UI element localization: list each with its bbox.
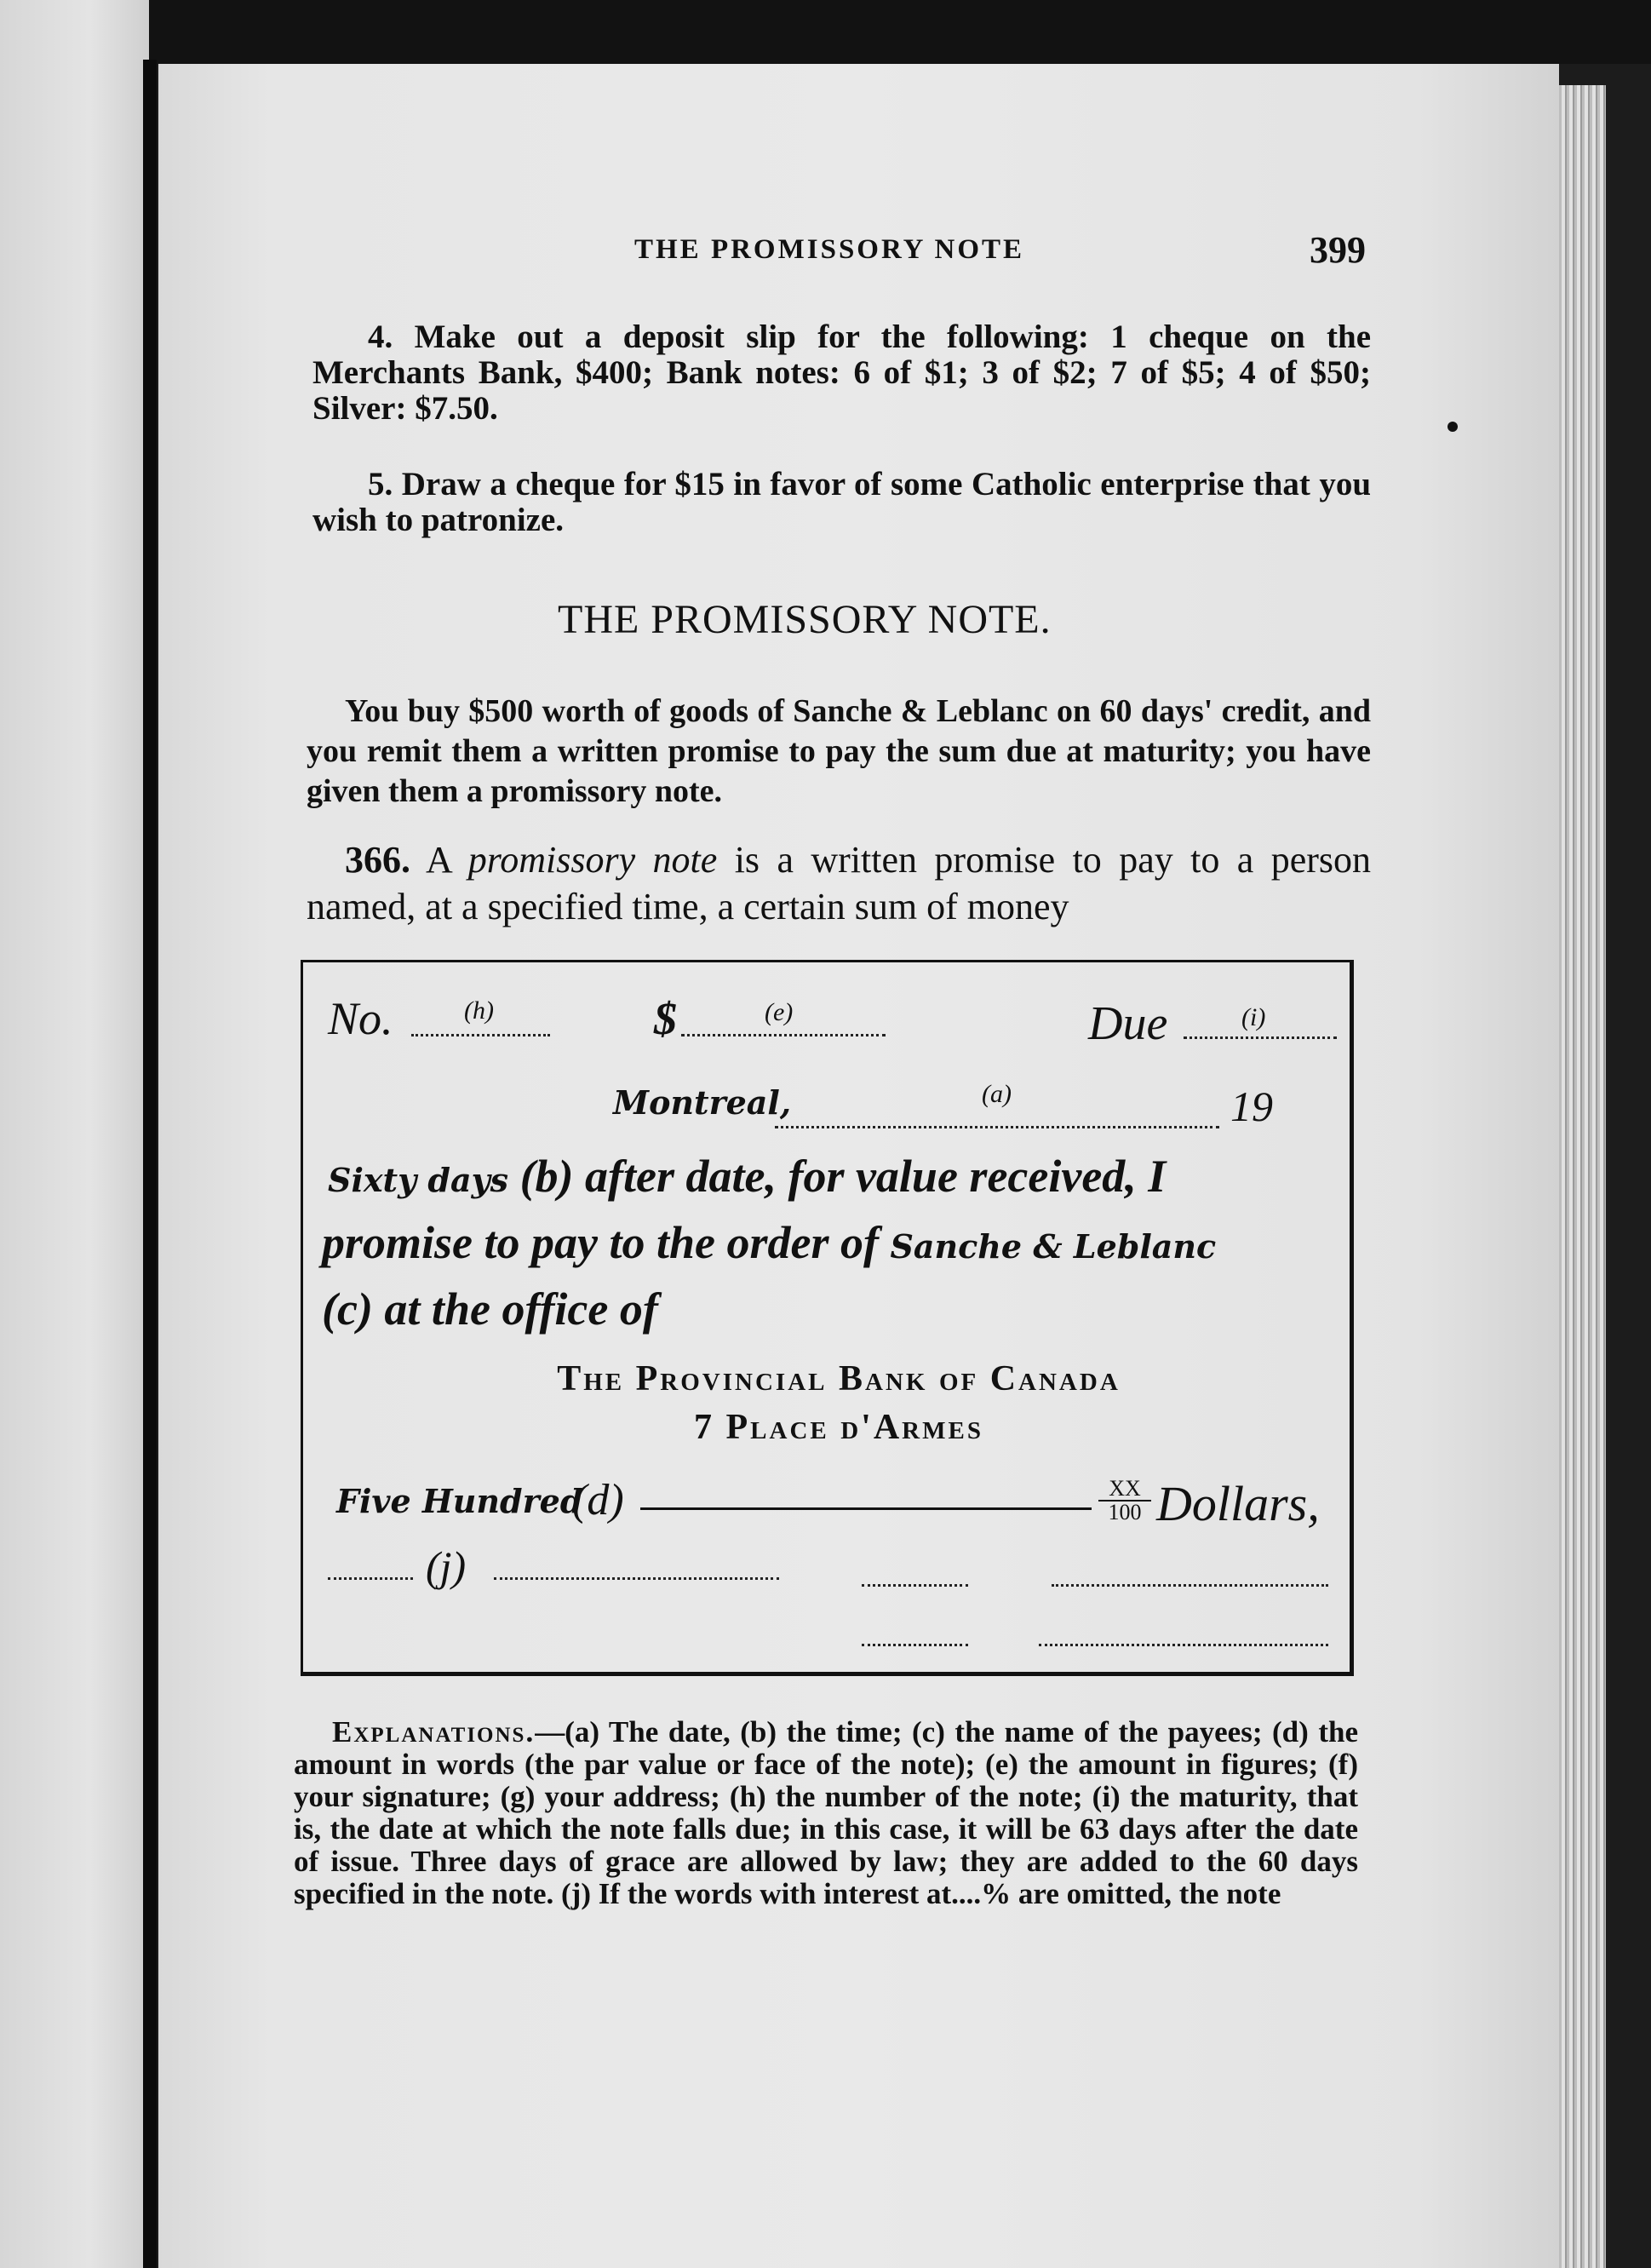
defined-term: promissory note (467, 839, 718, 881)
explanations-text: —(a) The date, (b) the time; (c) the name of the payees; (d) the amount in words (the par value or face of the note); (e) the amount in figures; (f) your signature; (g) your address; (h) the number of the note; (i) the maturity, that is, the date at which the note falls due; in this case, it will be 63 days after the date of issue. Three days of grace are allowed by law; they are added to the 60 days specified in the note. (j) If the words with interest at....% are omitted, the note (294, 1715, 1358, 1910)
definition-paragraph (307, 836, 1371, 930)
exercise-number: 4. (368, 319, 393, 355)
dollars-word: Dollars, (1156, 1476, 1320, 1531)
scan-top-border (0, 0, 1651, 64)
exercise-5 (312, 467, 1371, 538)
explanations-paragraph (294, 1716, 1358, 1910)
note-line-1 (328, 1150, 1350, 1203)
section-title: THE PROMISSORY NOTE. (558, 597, 1052, 642)
place-handwritten: Montreal, (613, 1083, 792, 1122)
due-label: Due (1088, 997, 1168, 1050)
exercise-text: Make out a deposit slip for the following: 1 cheque on the Merchants Bank, $400; Bank notes: 6 of $1; 3 of $2; 7 of $5; 4 of $50; Silver: $7.50. (312, 319, 1372, 427)
payee-handwritten: Sanche & Leblanc (890, 1227, 1217, 1266)
page-number: 399 (1310, 229, 1366, 271)
exercise-4 (312, 319, 1371, 427)
cents-numerator: XX (1098, 1478, 1151, 1501)
exercise-number: 5. (368, 466, 393, 502)
j-mark: (j) (426, 1542, 467, 1590)
due-mark: (i) (1241, 1003, 1266, 1031)
year-prefix: 19 (1230, 1082, 1273, 1130)
bank-name: The Provincial Bank of Canada (557, 1359, 1121, 1398)
time-handwritten: Sixty days (328, 1161, 509, 1199)
note-line-3: (c) at the office of (322, 1283, 658, 1335)
intro-text: You buy $500 worth of goods of Sanche & Leblanc on 60 days' credit, and you remit them a written promise to pay the sum due at maturity; you have given them a promissory note. (307, 693, 1371, 809)
ink-speck (1447, 422, 1458, 432)
note-line-1-text: (b) after date, for value received, I (519, 1151, 1167, 1202)
intro-paragraph (307, 692, 1371, 812)
bank-address: 7 Place d'Armes (694, 1408, 983, 1447)
signature-field-d (1039, 1618, 1328, 1646)
signature-field-a (862, 1559, 968, 1587)
cents-denominator: 100 (1108, 1500, 1142, 1524)
amount-figures-mark: (e) (765, 998, 794, 1026)
definition-rest: is a written promise to pay to a person named, at a specified time, a certain sum of money (307, 839, 1371, 927)
exercise-text: Draw a cheque for $15 in favor of some Catholic enterprise that you wish to patronize. (312, 466, 1372, 538)
cents-fraction (1098, 1478, 1151, 1524)
no-label: No. (328, 993, 393, 1044)
no-mark: (h) (464, 996, 494, 1025)
amount-handwritten: Five Hundred (336, 1482, 583, 1520)
note-line-2 (322, 1216, 1361, 1269)
signature-field-c (862, 1618, 968, 1646)
explanations-heading: Explanations. (332, 1715, 536, 1748)
address-field-left (328, 1552, 413, 1580)
date-mark: (a) (982, 1080, 1012, 1108)
amount-words-mark: (d) (572, 1476, 624, 1524)
page-stack-edge (1559, 85, 1606, 2268)
note-line-2-text: promise to pay to the order of (322, 1217, 879, 1268)
binding-rule (143, 60, 157, 2268)
definition-lead: A (425, 839, 451, 881)
address-field-right (494, 1552, 779, 1580)
running-head: THE PROMISSORY NOTE (634, 234, 1025, 265)
amount-line (640, 1507, 1092, 1510)
signature-field-b (1052, 1559, 1328, 1587)
facing-page-margin (0, 0, 149, 2268)
dollar-label: $ (654, 993, 677, 1044)
article-number: 366. (345, 839, 410, 881)
